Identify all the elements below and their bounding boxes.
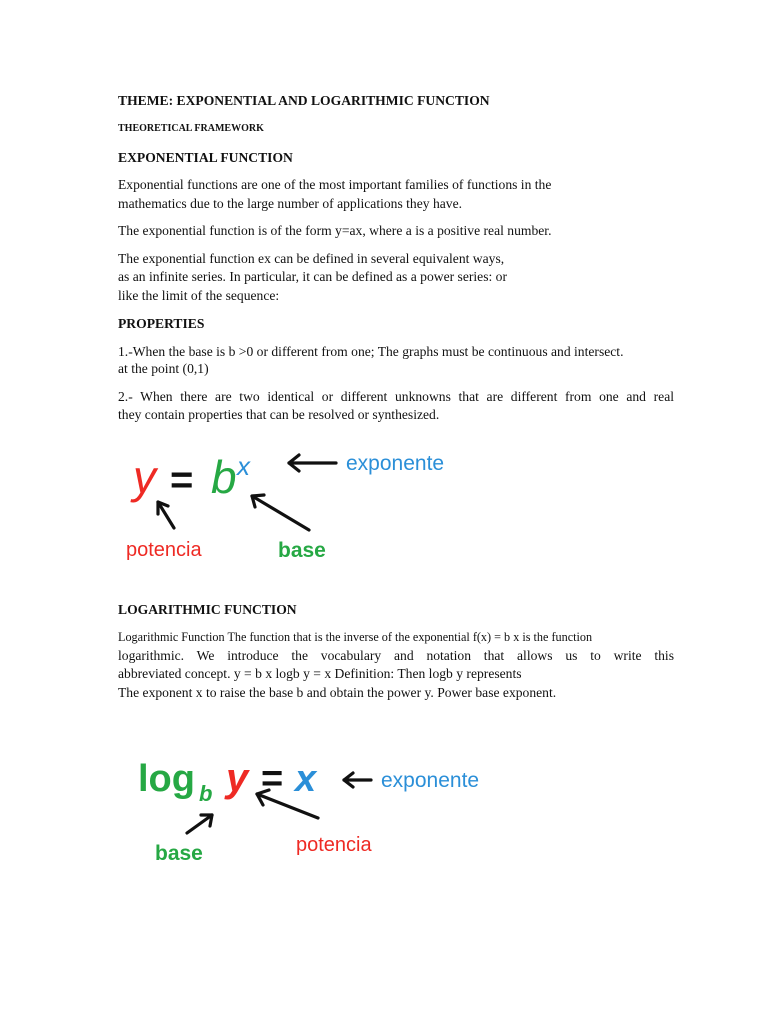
logarithmic-paragraph-line-4: The exponent x to raise the base b and obtain the power y. Power base exponent.	[118, 685, 557, 700]
property-2-line-1: 2.- When there are two identical or different unknowns that are different from one and real	[118, 389, 674, 404]
logarithmic-paragraph-line-3: abbreviated concept. y = b x logb y = x Definition: Then logb y represents	[118, 666, 522, 681]
properties-heading: PROPERTIES	[118, 316, 205, 331]
exp-x-superscript: x	[237, 451, 250, 481]
exp-equals-symbol: =	[170, 458, 194, 502]
log-potencia-label: potencia	[296, 834, 372, 856]
exponential-paragraph-3-line-3: like the limit of the sequence:	[118, 288, 280, 303]
exp-b-symbol: b	[211, 451, 237, 503]
exponential-paragraph-1-line-2: mathematics due to the large number of applications they have.	[118, 196, 463, 211]
log-log-symbol: log	[138, 758, 195, 800]
exp-potencia-label: potencia	[126, 539, 202, 561]
log-equals-symbol: =	[261, 758, 284, 800]
exponential-heading: EXPONENTIAL FUNCTION	[118, 150, 293, 165]
exp-base-label: base	[278, 539, 326, 562]
theme-title: THEME: EXPONENTIAL AND LOGARITHMIC FUNCTION	[118, 93, 490, 108]
exp-exponente-label: exponente	[346, 452, 445, 475]
log-subscript-b: b	[199, 781, 213, 806]
logarithmic-heading: LOGARITHMIC FUNCTION	[118, 602, 297, 617]
exponential-paragraph-1-line-1: Exponential functions are one of the most important families of functions in the	[118, 177, 552, 192]
log-y-symbol: y	[226, 756, 249, 800]
logarithmic-paragraph-line-1: Logarithmic Function The function that is the inverse of the exponential f(x) = b x is the function	[118, 630, 593, 644]
log-arrow-base	[187, 815, 212, 833]
property-1-line-2: at the point (0,1)	[118, 361, 209, 376]
exp-y-symbol: y	[133, 451, 156, 503]
subtitle: THEORETICAL FRAMEWORK	[118, 123, 264, 134]
logarithmic-paragraph-line-2: logarithmic. We introduce the vocabulary and notation that allows us to write this	[118, 648, 674, 663]
property-2-line-2: they contain properties that can be resolved or synthesized.	[118, 407, 440, 422]
exponential-paragraph-3-line-2: as an infinite series. In particular, it can be defined as a power series: or	[118, 269, 507, 284]
log-arrow-exponente	[344, 773, 371, 787]
exponential-paragraph-2: The exponential function is of the form y=ax, where a is a positive real number.	[118, 223, 552, 238]
property-1-line-1: 1.-When the base is b >0 or different from one; The graphs must be continuous and intersect.	[118, 344, 624, 359]
log-base-label: base	[155, 842, 203, 865]
exponential-paragraph-3-line-1: The exponential function ex can be defined in several equivalent ways,	[118, 251, 505, 266]
log-x-symbol: x	[295, 758, 317, 800]
log-exponente-label: exponente	[381, 769, 480, 792]
